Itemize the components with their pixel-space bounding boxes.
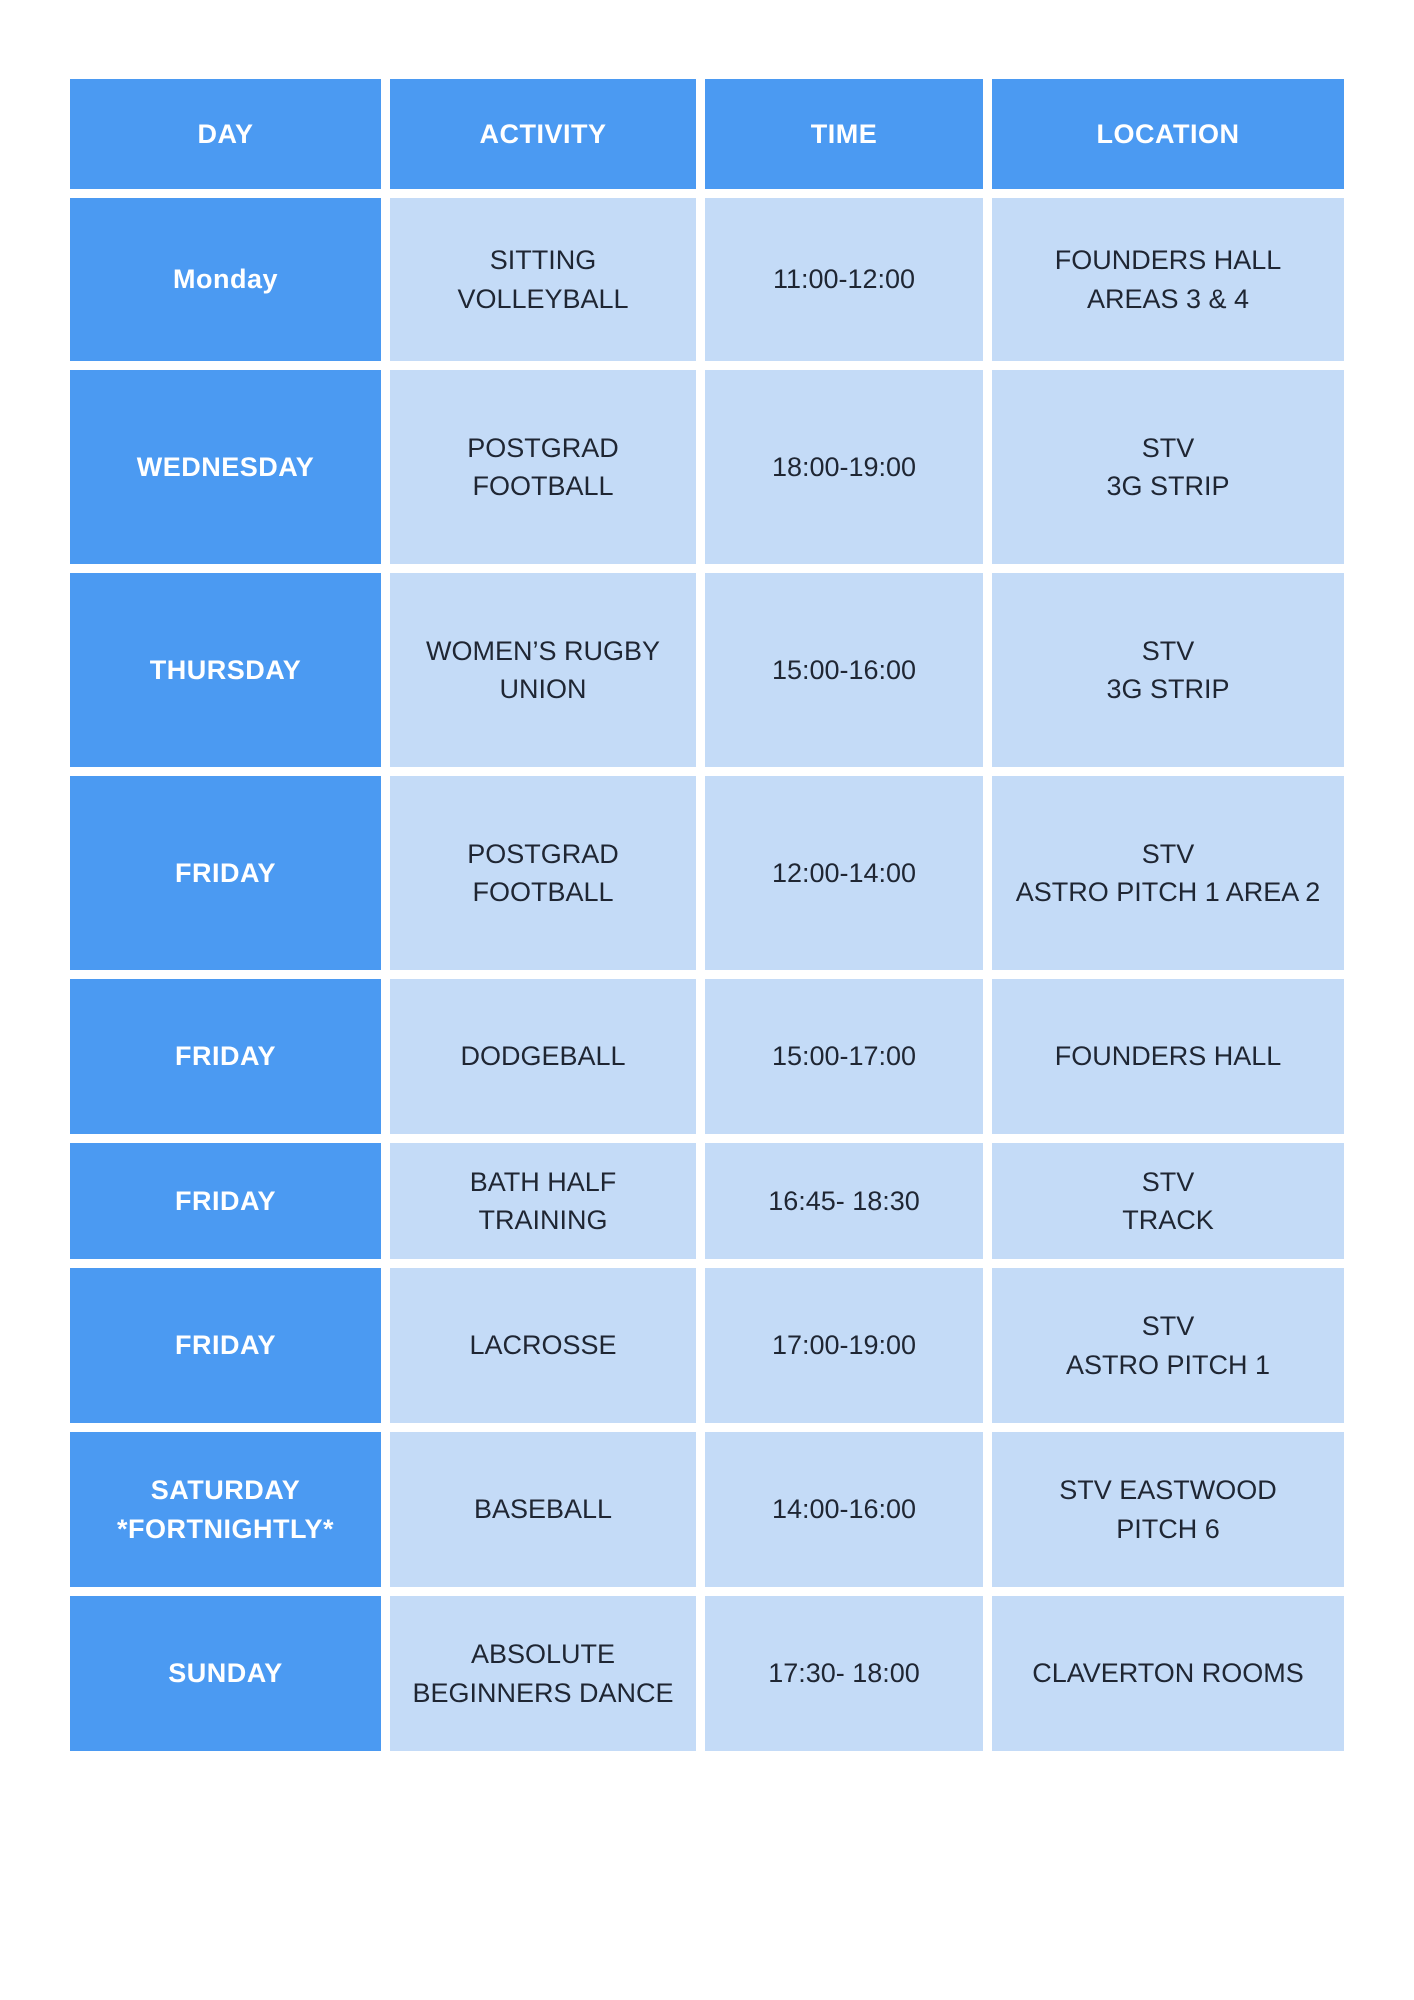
row-location-cell: CLAVERTON ROOMS	[992, 1596, 1344, 1751]
row-time-cell: 17:30- 18:00	[705, 1596, 983, 1751]
header-activity: ACTIVITY	[390, 79, 696, 189]
row-day-cell: FRIDAY	[70, 1143, 381, 1259]
row-time-cell: 16:45- 18:30	[705, 1143, 983, 1259]
row-location-cell: STV 3G STRIP	[992, 573, 1344, 767]
row-day-cell: WEDNESDAY	[70, 370, 381, 564]
row-activity-cell: WOMEN’S RUGBY UNION	[390, 573, 696, 767]
row-activity-cell: SITTING VOLLEYBALL	[390, 198, 696, 361]
row-time-cell: 14:00-16:00	[705, 1432, 983, 1587]
row-activity-cell: DODGEBALL	[390, 979, 696, 1134]
row-day-cell: SATURDAY *FORTNIGHTLY*	[70, 1432, 381, 1587]
row-activity-cell: BATH HALF TRAINING	[390, 1143, 696, 1259]
row-time-cell: 15:00-16:00	[705, 573, 983, 767]
row-location-cell: STV 3G STRIP	[992, 370, 1344, 564]
row-location-cell: STV ASTRO PITCH 1 AREA 2	[992, 776, 1344, 970]
header-time: TIME	[705, 79, 983, 189]
row-activity-cell: BASEBALL	[390, 1432, 696, 1587]
row-location-cell: STV TRACK	[992, 1143, 1344, 1259]
row-day-cell: FRIDAY	[70, 1268, 381, 1423]
row-day-cell: SUNDAY	[70, 1596, 381, 1751]
schedule-table	[70, 79, 1344, 1751]
header-day: DAY	[70, 79, 381, 189]
row-day-cell: Monday	[70, 198, 381, 361]
row-activity-cell: ABSOLUTE BEGINNERS DANCE	[390, 1596, 696, 1751]
row-time-cell: 15:00-17:00	[705, 979, 983, 1134]
row-activity-cell: POSTGRAD FOOTBALL	[390, 370, 696, 564]
row-time-cell: 11:00-12:00	[705, 198, 983, 361]
row-day-cell: FRIDAY	[70, 979, 381, 1134]
row-time-cell: 12:00-14:00	[705, 776, 983, 970]
row-day-cell: FRIDAY	[70, 776, 381, 970]
header-location: LOCATION	[992, 79, 1344, 189]
row-location-cell: FOUNDERS HALL AREAS 3 & 4	[992, 198, 1344, 361]
row-time-cell: 17:00-19:00	[705, 1268, 983, 1423]
row-time-cell: 18:00-19:00	[705, 370, 983, 564]
row-day-cell: THURSDAY	[70, 573, 381, 767]
row-location-cell: STV EASTWOOD PITCH 6	[992, 1432, 1344, 1587]
row-activity-cell: POSTGRAD FOOTBALL	[390, 776, 696, 970]
row-location-cell: FOUNDERS HALL	[992, 979, 1344, 1134]
row-activity-cell: LACROSSE	[390, 1268, 696, 1423]
row-location-cell: STV ASTRO PITCH 1	[992, 1268, 1344, 1423]
